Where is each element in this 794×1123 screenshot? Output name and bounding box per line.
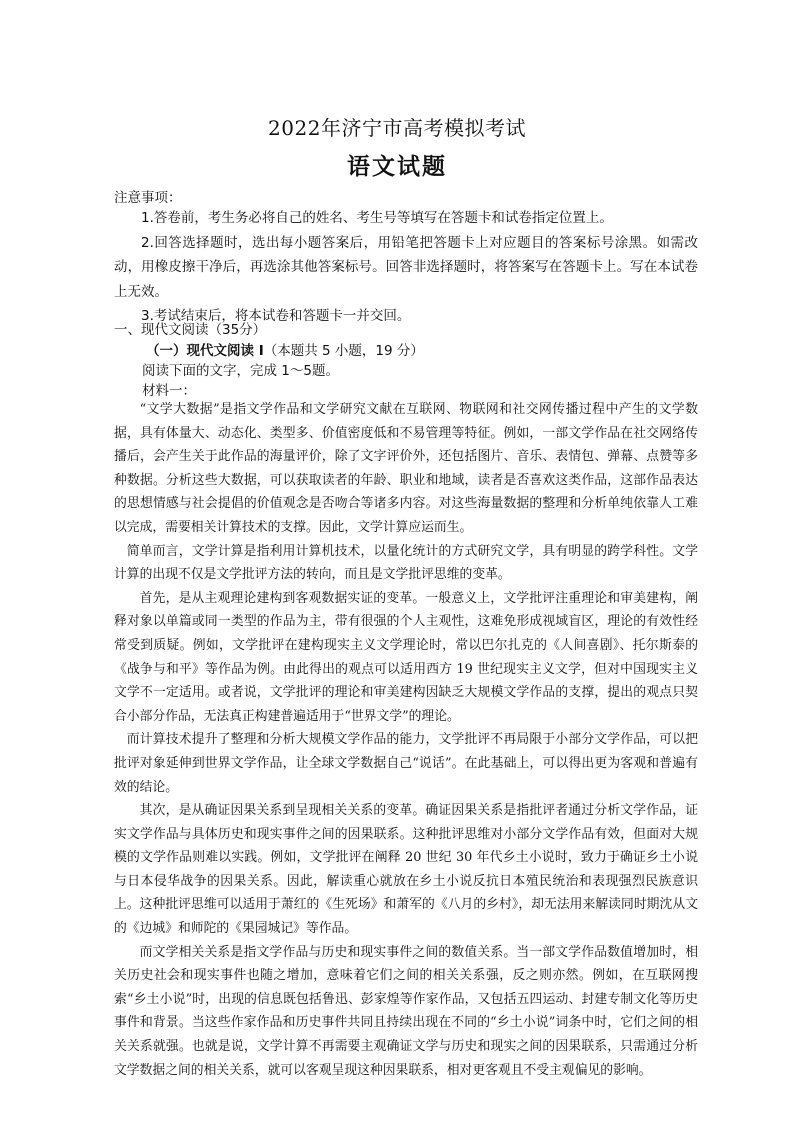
notice-item-2: 2.回答选择题时，选出每小题答案后，用铅笔把答题卡上对应题目的答案标号涂黑。如需改动，用橡皮擦干净后，再选涂其他答案标号。回答非选择题时，将答案写在答题卡上。写在本试卷上无效。 [114,234,698,300]
subject-title: 语文试题 [347,154,447,180]
section-heading: 一、现代文阅读（35分） [114,322,267,338]
paragraph: “文学大数据”是指文学作品和文学研究文献在互联网、物联网和社交网传播过程中产生的文学数据，具有体量大、动态化、类型多、价值密度低和不易管理等特征。例如，一部文学作品在社交网络传播后，会产生关于此作品的海量评价，除了文字评价外，还包括图片、音乐、表情包、弹幕、点赞等多种数据。分析这些大数据，可以获取读者的年龄、职业和地域，读者是否喜欢这类作品，这部作品表达的思想情感与社会提倡的价值观念是否吻合等诸多内容。对这些海量数据的整理和分析单纯依靠人工难以完成，需要相关计算技术的支撑。因此，文学计算应运而生。 [114,402,698,535]
paragraph: 首先，是从主观理论建构到客观数据实证的变革。一般意义上，文学批评注重理论和审美建构，阐释对象以单篇或同一类型的作品为主，带有很强的个人主观性，这难免形成视域盲区，理论的有效性经常受到质疑。例如，文学批评在建构现实主义文学理论时，常以巴尔扎克的《人间喜剧》、托尔斯泰的《战争与和平》等作品为例。由此得出的观点可以适用西方 19 世纪现实主义文学，但对中国现实主义文学不一定适用。或者说，文学批评的理论和审美建构因缺乏大规模文学作品的支撑，提出的观点只契合小部分作品，无法真正构建普遍适用于“世界文学”的理论。 [114,590,698,724]
paragraph: 简单而言，文学计算是指利用计算机技术，以量化统计的方式研究文学，具有明显的跨学科性。文学计算的出现不仅是文学批评方法的转向，而且是文学批评思维的变革。 [114,543,698,583]
notice-item-1: 1.答卷前，考生务必将自己的姓名、考生号等填写在答题卡和试卷指定位置上。 [141,210,613,226]
paragraph: 而计算技术提升了整理和分析大规模文学作品的能力，文学批评不再局限于小部分文学作品，可以把批评对象延伸到世界文学作品，让全球文学数据自己“说话”。在此基础上，可以得出更为客观和普遍有效的结论。 [114,732,698,795]
material-label: 材料一： [142,383,196,399]
notice-heading: 注意事项： [114,190,182,206]
reading-instruction: 阅读下面的文字，完成 1～5题。 [142,363,339,379]
notice-item-3: 3.考试结束后，将本试卷和答题卡一并交回。 [141,308,411,324]
subsection-heading [146,339,424,359]
paragraph: 其次，是从确证因果关系到呈现相关关系的变革。确证因果关系是指批评者通过分析文学作品，证实文学作品与具体历史和现实事件之间的因果联系。这种批评思维对小部分文学作品有效，但面对大规模的文学作品则难以实践。例如，文学批评在阐释 20 世纪 30 年代乡土小说时，致力于确证乡土小说与日本侵华战争的因果关系。因此，解读重心就放在乡土小说反抗日本殖民统治和表现强烈民族意识上。这种批评思维可以适用于萧红的《生死场》和萧军的《八月的乡村》，却无法用来解读同时期沈从文的《边城》和师陀的《果园城记》等作品。 [114,803,698,937]
paragraph: 而文学相关关系是指文学作品与历史和现实事件之间的数值关系。当一部文学作品数值增加时，相关历史社会和现实事件也随之增加，意味着它们之间的相关关系强，反之则亦然。例如，在互联网搜索“乡土小说”时，出现的信息既包括鲁迅、彭家煌等作家作品，又包括五四运动、封建专制文化等历史事件和背景。当这些作家作品和历史事件共同且持续出现在不同的“乡土小说”词条中时，它们之间的相关关系就强。也就是说，文学计算不再需要主观确证文学与历史和现实之间的因果联系，只需通过分析文学数据之间的相关关系，就可以客观呈现这种因果联系，相对更客观且不受主观偏见的影响。 [114,944,698,1078]
subsection-detail: （本题共 5 小题，19 分） [263,343,424,359]
article-body [114,398,698,1082]
exam-title: 2022年济宁市高考模拟考试 [268,116,526,140]
subsection-title: （一）现代文阅读 I [146,343,264,359]
notice-list [114,206,698,329]
